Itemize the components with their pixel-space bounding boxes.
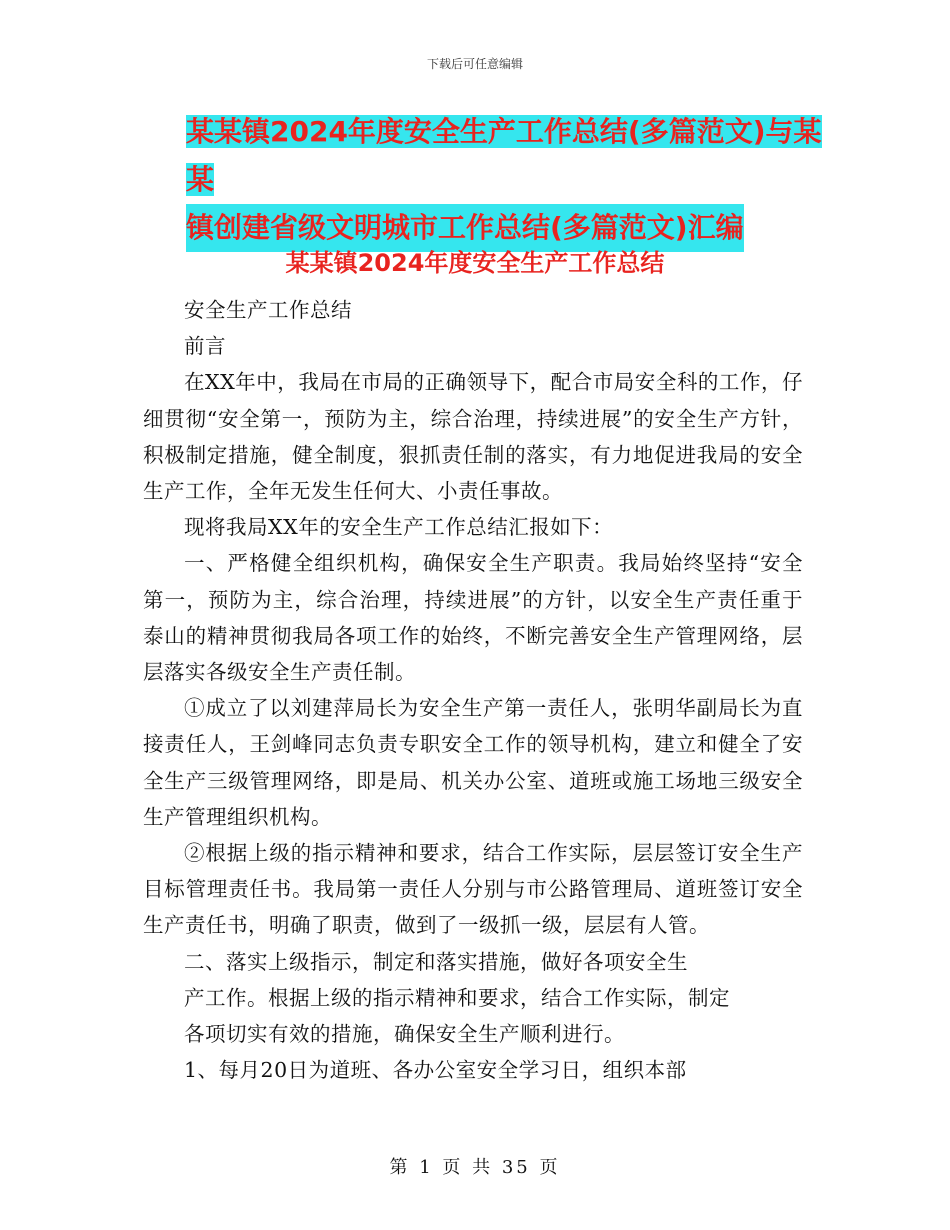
paragraph: 1、每月20日为道班、各办公室安全学习日，组织本部 xyxy=(184,1058,687,1083)
section-title: 某某镇2024年度安全生产工作总结 xyxy=(285,249,665,277)
paragraph: 二、落实上级指示，制定和落实措施，做好各项安全生 xyxy=(184,949,688,974)
document-title-line-2: 镇创建省级文明城市工作总结(多篇范文)汇编 xyxy=(186,204,744,252)
paragraph: 一、严格健全组织机构，确保安全生产职责。我局始终坚持“安全第一，预防为主，综合治理，持续进展”的方针，以安全生产责任重于泰山的精神贯彻我局各项工作的始终，不断完善安全生产管理网络，层层落实各级安全生产责任制。 xyxy=(143,551,803,685)
header-note: 下载后可任意编辑 xyxy=(426,57,523,71)
paragraph: 产工作。根据上级的指示精神和要求，结合工作实际，制定 xyxy=(184,985,730,1010)
paragraph: ①成立了以刘建萍局长为安全生产第一责任人，张明华副局长为直接责任人，王剑峰同志负责专职安全工作的领导机构，建立和健全了安全生产三级管理网络，即是局、机关办公室、道班或施工场地三级安全生产管理组织机构。 xyxy=(143,696,803,829)
paragraph: 现将我局XX年的安全生产工作总结汇报如下： xyxy=(184,515,614,540)
paragraph: 前言 xyxy=(184,334,226,359)
document-body xyxy=(143,292,803,1088)
paragraph: ②根据上级的指示精神和要求，结合工作实际，层层签订安全生产目标管理责任书。我局第一责任人分别与市公路管理局、道班签订安全生产责任书，明确了职责，做到了一级抓一级，层层有人管。 xyxy=(143,841,803,938)
document-title-line-1: 某某镇2024年度安全生产工作总结(多篇范文)与某某 xyxy=(186,115,822,196)
paragraph: 在XX年中，我局在市局的正确领导下，配合市局安全科的工作，仔细贯彻“安全第一，预防为主，综合治理，持续进展”的安全生产方针，积极制定措施，健全制度，狠抓责任制的落实，有力地促进我局的安全生产工作，全年无发生任何大、小责任事故。 xyxy=(143,370,803,504)
page-footer: 第 1 页 共 35 页 xyxy=(389,1157,561,1178)
document-title xyxy=(186,108,826,252)
paragraph: 各项切实有效的措施，确保安全生产顺利进行。 xyxy=(184,1022,625,1047)
paragraph: 安全生产工作总结 xyxy=(184,298,352,322)
